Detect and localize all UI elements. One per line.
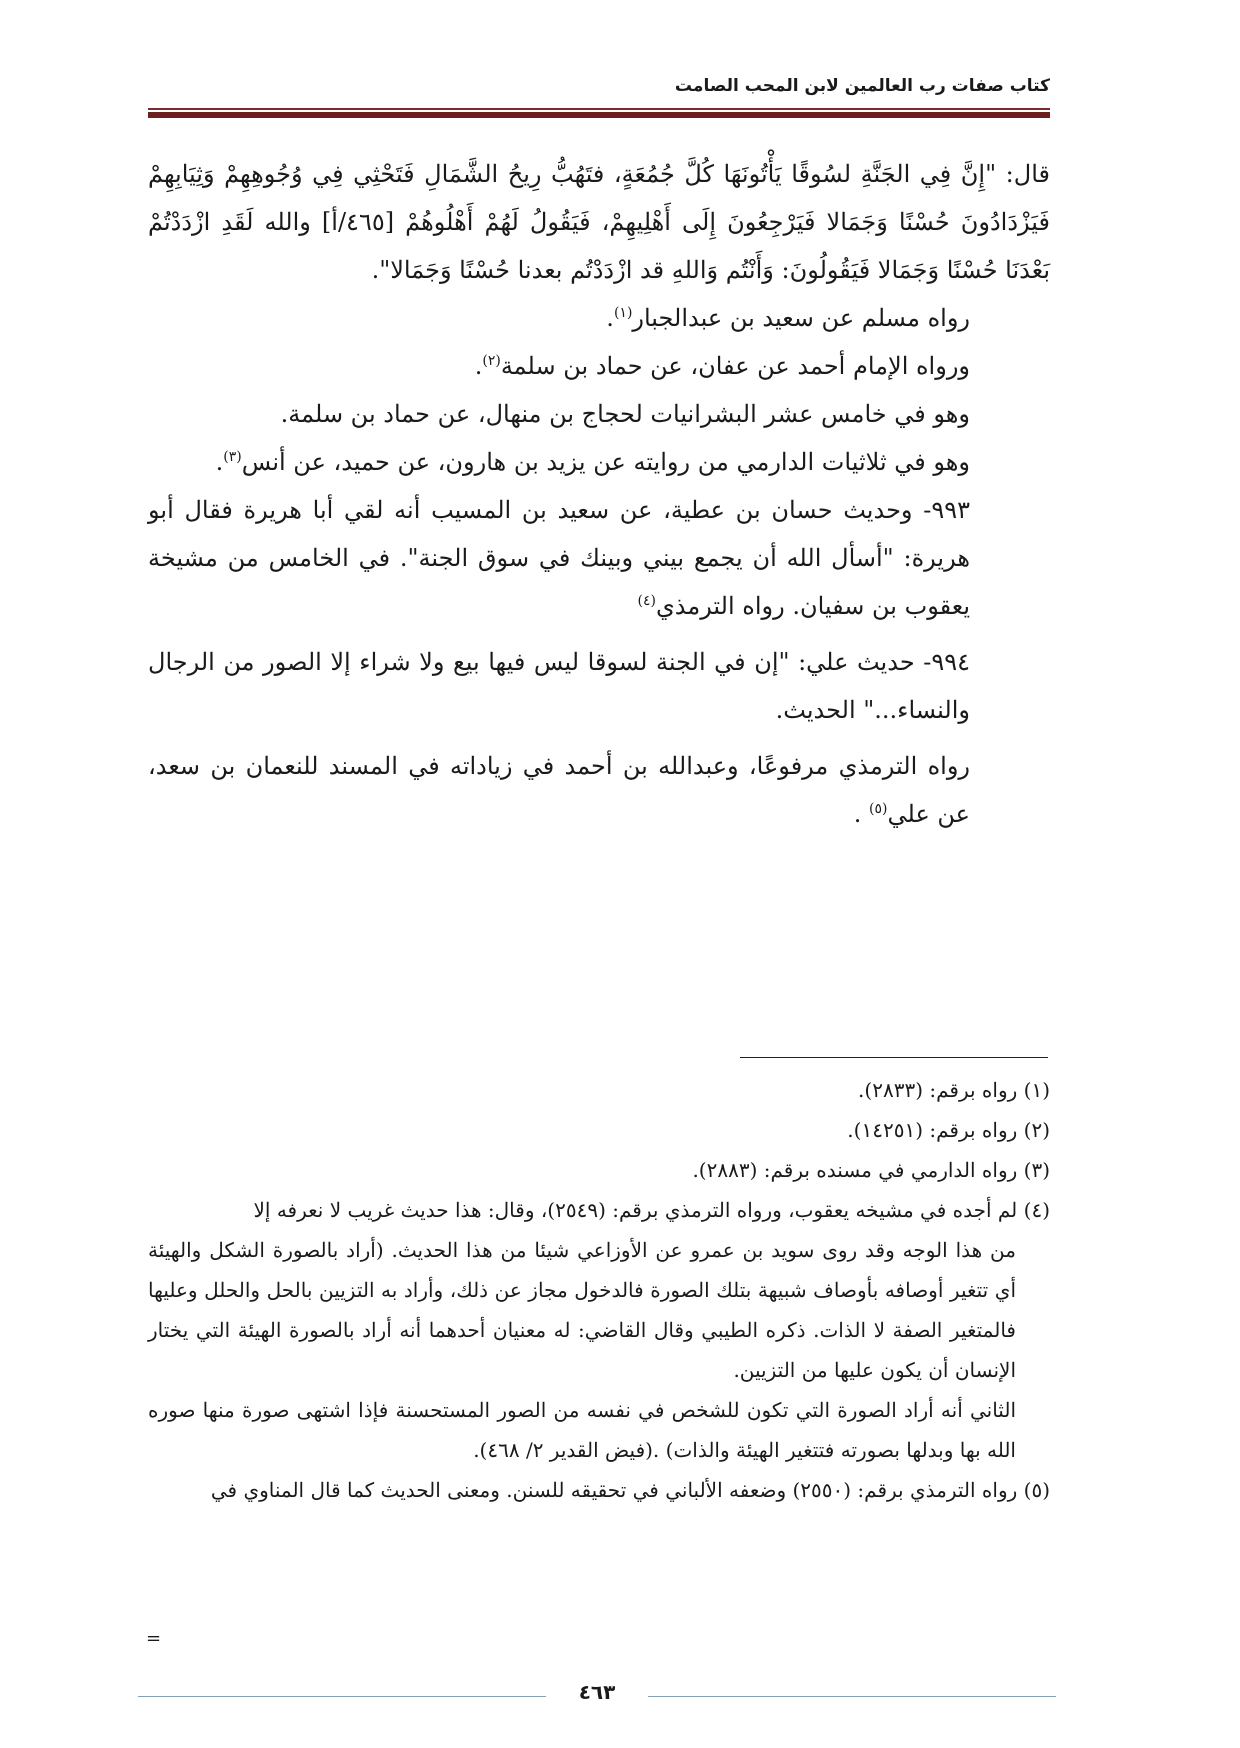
period: . — [853, 800, 862, 828]
footnote-5: (٥) رواه الترمذي برقم: (٢٥٥٠) وضعفه الألباني في تحقيقه للسنن. ومعنى الحديث كما قال المناوي في — [210, 1478, 1050, 1502]
narration-text: وهو في ثلاثيات الدارمي من روايته عن يزيد بن هارون، عن حميد، عن أنس — [241, 448, 970, 476]
running-header — [148, 76, 1050, 106]
narration-darimi — [148, 438, 1050, 486]
narration-muslim — [148, 294, 1050, 342]
footnote-3: (٣) رواه الدارمي في مسنده برقم: (٢٨٨٣). — [692, 1158, 1050, 1182]
period: . — [474, 352, 483, 380]
footnote-4-continued: من هذا الوجه وقد روى سويد بن عمرو عن الأوزاعي شيئا من هذا الحديث. (أراد بالصورة الشكل والهيئة أي تتغير أوصافه بأوصاف شبيهة بتلك الصورة فالدخول مجاز عن ذلك، وأراد به التزيين بالحل والحلل وعليها فالمتغير الصفة لا الذات. ذكره الطيبي وقال القاضي: له معنيان أحدهما أنه أراد بالصورة الهيئة التي يختار الإنسان أن يكون عليها من التزيين. — [148, 1238, 1016, 1382]
period: . — [606, 304, 614, 332]
footnote-1: (١) رواه برقم: (٢٨٣٣). — [858, 1078, 1050, 1102]
hadith-text: قال: "إِنَّ فِي الجَنَّةِ لسُوقًا يَأْتُونَهَا كُلَّ جُمُعَةٍ، فتَهُبُّ رِيحُ الشَّمَالِ فَتَحْثِي فِي وُجُوهِهِمْ وَثِيَابِهِمْ فَيَزْدَادُونَ حُسْنًا وَجَمَالا فَيَرْجِعُونَ إِلَى أَهْلِيهِمْ، فَيَقُولُ لَهُمْ أَهْلُوهُمْ [٤٦٥/أ] والله لَقَدِ ازْدَدْتُمْ بَعْدَنَا حُسْنًا وَجَمَالا فَيَقُولُونَ: وَأَنْتُم وَاللهِ قد ازْدَدْتُم بعدنا حُسْنًا وَجَمَالا". — [148, 160, 1050, 284]
period: . — [215, 448, 224, 476]
narration-bishraniyat: وهو في خامس عشر البشرانيات لحجاج بن منهال، عن حماد بن سلمة. — [280, 400, 970, 428]
footnote-ref-1[interactable]: (١) — [613, 305, 633, 321]
hadith-994: ٩٩٤- حديث علي: "إن في الجنة لسوقا ليس فيها بيع ولا شراء إلا الصور من الرجال والنساء..." الحديث. — [148, 648, 970, 724]
footnote-separator — [740, 1057, 1048, 1058]
footnote-4-second-meaning: الثاني أنه أراد الصورة التي تكون للشخص في نفسه من الصور المستحسنة فإذا اشتهى صورة منها صوره الله بها وبدلها بصورته فتتغير الهيئة والذات) .(فيض القدير ٢/ ٤٦٨). — [148, 1398, 1016, 1462]
narration-tirmidhi — [148, 742, 1050, 838]
narration-ahmad — [148, 342, 1050, 390]
footnote-ref-4[interactable]: (٤) — [637, 593, 656, 609]
footnote-4: (٤) لم أجده في مشيخه يعقوب، ورواه الترمذي برقم: (٢٥٤٩)، وقال: هذا حديث غريب لا نعرفه إلا — [253, 1198, 1050, 1222]
footnote-ref-3[interactable]: (٣) — [223, 449, 242, 465]
header-rule-thin — [148, 108, 1050, 110]
footer-rule-left — [138, 1696, 546, 1697]
footnote-ref-5[interactable]: (٥) — [869, 801, 888, 817]
book-title: كتاب صفات رب العالمين لابن المحب الصامت — [674, 76, 1050, 96]
footnotes — [148, 1070, 1050, 1510]
hadith-993-text: ٩٩٣- وحديث حسان بن عطية، عن سعيد بن المسيب أنه لقي أبا هريرة فقال أبو هريرة: "أسأل الله أن يجمع بيني وبينك في سوق الجنة". في الخامس من مشيخة يعقوب بن سفيان. رواه الترمذي — [148, 496, 970, 620]
page-number: ٤٦٣ — [578, 1680, 616, 1704]
header-rule-thick — [148, 112, 1050, 118]
footer-rule-right — [648, 1696, 1056, 1697]
footnote-ref-2[interactable]: (٢) — [482, 353, 501, 369]
hadith-993 — [148, 486, 1050, 630]
footnote-2: (٢) رواه برقم: (١٤٢٥١). — [847, 1118, 1050, 1142]
narration-text: ورواه الإمام أحمد عن عفان، عن حماد بن سلمة — [500, 352, 970, 380]
narration-text: رواه مسلم عن سعيد بن عبدالجبار — [632, 304, 970, 332]
main-text — [148, 150, 1050, 838]
narration-text: رواه الترمذي مرفوعًا، وعبدالله بن أحمد في زياداته في المسند للنعمان بن سعد، عن علي — [148, 752, 970, 828]
continuation-marker: = — [146, 1628, 162, 1649]
